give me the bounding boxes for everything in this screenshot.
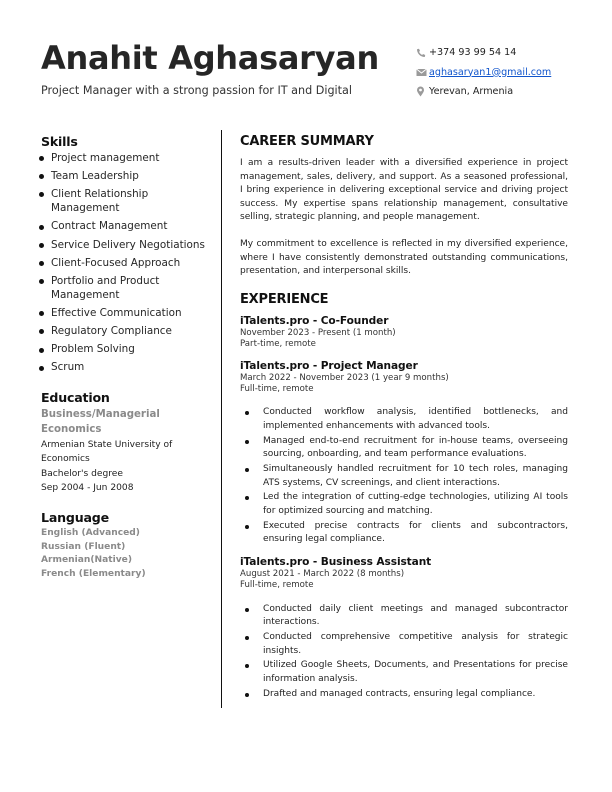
job-bullet: Drafted and managed contracts, ensuring legal compliance. <box>240 688 568 702</box>
job-entry <box>240 315 568 351</box>
language-section <box>41 510 211 582</box>
skill-item: Team Leadership <box>41 169 211 183</box>
skill-item: Contract Management <box>41 219 211 233</box>
job-bullets <box>240 603 568 702</box>
skill-item: Portfolio and Product Management <box>41 274 211 302</box>
language-item: English (Advanced) <box>41 527 140 538</box>
candidate-name: Anahit Aghasaryan <box>41 39 379 77</box>
experience-heading: EXPERIENCE <box>240 291 329 307</box>
summary-paragraph: My commitment to excellence is reflected in my diversified experience, where I have consistently demonstrated outstanding communications, presentation, and interpersonal skills. <box>240 238 568 277</box>
skill-item: Client-Focused Approach <box>41 256 211 270</box>
skill-item: Regulatory Compliance <box>41 324 211 338</box>
contact-email <box>416 63 551 83</box>
envelope-icon <box>416 67 428 77</box>
skill-item: Service Delivery Negotiations <box>41 238 211 252</box>
skill-item: Client Relationship Management <box>41 187 211 215</box>
skill-item: Scrum <box>41 360 211 374</box>
job-dates: August 2021 - March 2022 (8 months) <box>240 568 405 579</box>
left-column <box>41 134 211 582</box>
job-title: iTalents.pro - Business Assistant <box>240 555 432 568</box>
job-type: Full-time, remote <box>240 383 314 394</box>
job-dates: March 2022 - November 2023 (1 year 9 months) <box>240 372 449 383</box>
skill-item: Project management <box>41 151 211 165</box>
job-title: iTalents.pro - Co-Founder <box>240 314 389 327</box>
summary-paragraph: I am a results-driven leader with a diversified experience in project management, sales, delivery, and support. As a seasoned professional, I bring experience in delivering exceptional service and driving project success. My expertise spans relationship management, consultative selling, strategic planning, and people management. <box>240 158 568 223</box>
phone-icon <box>416 48 428 58</box>
career-summary-heading: CAREER SUMMARY <box>240 134 374 149</box>
right-column <box>240 134 568 710</box>
skill-item: Problem Solving <box>41 342 211 356</box>
job-title: iTalents.pro - Project Manager <box>240 359 418 372</box>
degree-field: Business/Managerial Economics <box>41 408 160 436</box>
education-section <box>41 390 211 496</box>
institution: Armenian State University of Economics <box>41 439 173 465</box>
job-bullet: Led the integration of cutting-edge technologies, utilizing AI tools for optimized sourcing and matching. <box>240 491 568 518</box>
job-bullet: Executed precise contracts for clients and subcontractors, ensuring legal compliance. <box>240 520 568 547</box>
job-bullet: Conducted daily client meetings and managed subcontractor interactions. <box>240 603 568 630</box>
job-bullet: Utilized Google Sheets, Documents, and Presentations for precise information analysis. <box>240 659 568 686</box>
language-item: Armenian(Native) <box>41 555 132 566</box>
skill-item: Effective Communication <box>41 306 211 320</box>
language-item: French (Elementary) <box>41 569 146 580</box>
tagline: Project Manager with a strong passion for IT and Digital <box>41 84 353 97</box>
language-item: Russian (Fluent) <box>41 541 126 552</box>
job-bullets <box>240 406 568 547</box>
job-bullet: Simultaneously handled recruitment for 10 tech roles, managing ATS systems, CV screenings, and client interactions. <box>240 463 568 490</box>
job-dates: November 2023 - Present (1 month) <box>240 327 396 338</box>
email-link[interactable]: aghasaryan1@gmail.com <box>429 66 552 78</box>
location-text: Yerevan, Armenia <box>429 86 514 98</box>
phone-number: +374 93 99 54 14 <box>429 47 517 59</box>
skills-heading: Skills <box>41 134 78 149</box>
job-bullet: Conducted comprehensive competitive analysis for strategic insights. <box>240 631 568 658</box>
contact-location <box>416 82 551 102</box>
contact-phone <box>416 43 551 63</box>
skills-list <box>41 151 211 375</box>
job-type: Full-time, remote <box>240 580 314 591</box>
job-type: Part-time, remote <box>240 339 316 350</box>
job-bullet: Managed end-to-end recruitment for in-house teams, overseeing sourcing, onboarding, and team performance evaluations. <box>240 435 568 462</box>
job-bullet: Conducted workflow analysis, identified bottlenecks, and implemented enhancements with advanced tools. <box>240 406 568 433</box>
education-dates: Sep 2004 - Jun 2008 <box>41 483 134 494</box>
education-heading: Education <box>41 389 110 405</box>
language-heading: Language <box>41 509 109 525</box>
job-entry <box>240 556 568 701</box>
column-divider <box>221 130 222 708</box>
contact-block <box>416 43 551 102</box>
degree: Bachelor's degree <box>41 468 123 479</box>
map-pin-icon <box>416 87 428 97</box>
job-entry <box>240 360 568 547</box>
